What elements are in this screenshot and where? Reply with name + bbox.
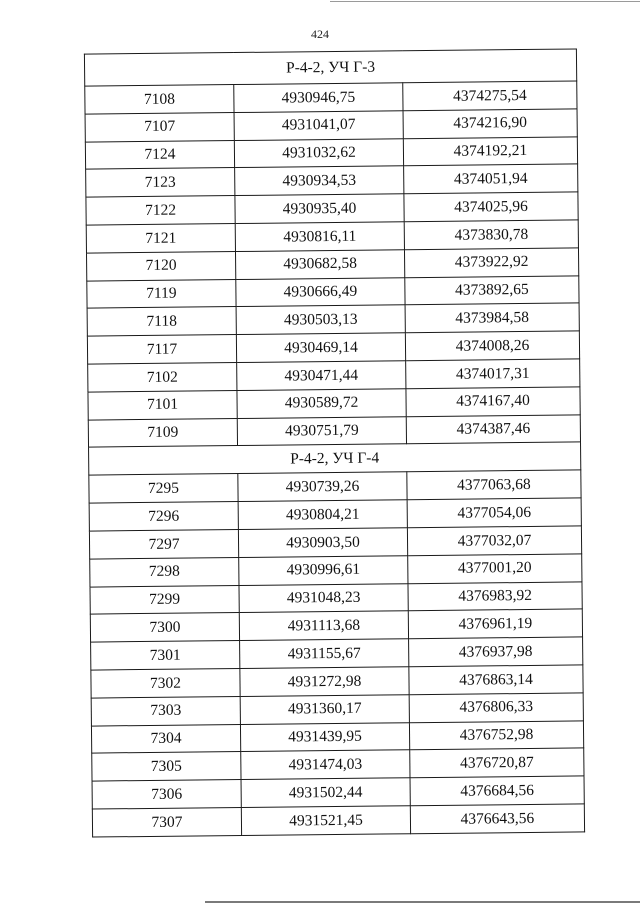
y-coordinate-cell: 4373984,58 [405, 303, 579, 333]
x-coordinate-cell: 4930934,53 [235, 166, 404, 196]
y-coordinate-cell: 4376684,56 [410, 776, 584, 806]
point-number-cell: 7108 [85, 85, 234, 114]
y-coordinate-cell: 4374051,94 [404, 164, 578, 194]
x-coordinate-cell: 4930469,14 [236, 333, 405, 363]
y-coordinate-cell: 4376720,87 [410, 748, 584, 778]
coordinates-table-body [84, 49, 584, 837]
y-coordinate-cell: 4376937,98 [409, 637, 583, 667]
y-coordinate-cell: 4377001,20 [408, 554, 582, 584]
x-coordinate-cell: 4930903,50 [238, 528, 407, 558]
y-coordinate-cell: 4376806,33 [409, 693, 583, 723]
x-coordinate-cell: 4931521,45 [241, 806, 410, 836]
y-coordinate-cell: 4374025,96 [404, 192, 578, 222]
y-coordinate-cell: 4373892,65 [405, 276, 579, 306]
x-coordinate-cell: 4931439,95 [240, 722, 409, 752]
point-number-cell: 7120 [86, 251, 235, 280]
point-number-cell: 7123 [86, 168, 235, 197]
point-number-cell: 7119 [87, 279, 236, 308]
point-number-cell: 7117 [87, 335, 236, 364]
point-number-cell: 7305 [92, 752, 241, 781]
point-number-cell: 7118 [87, 307, 236, 336]
point-number-cell: 7107 [85, 112, 234, 141]
point-number-cell: 7121 [86, 224, 235, 253]
x-coordinate-cell: 4930996,61 [239, 555, 408, 585]
point-number-cell: 7296 [89, 502, 238, 531]
coordinates-table [84, 48, 585, 837]
point-number-cell: 7122 [86, 196, 235, 225]
x-coordinate-cell: 4931474,03 [241, 750, 410, 780]
section-title: Р-4-2, УЧ Г-3 [84, 49, 576, 86]
x-coordinate-cell: 4930739,26 [238, 472, 407, 502]
y-coordinate-cell: 4376961,19 [408, 609, 582, 639]
x-coordinate-cell: 4930682,58 [235, 250, 404, 280]
scan-edge-line [205, 901, 640, 903]
point-number-cell: 7307 [92, 807, 241, 836]
point-number-cell: 7109 [88, 418, 237, 447]
x-coordinate-cell: 4931360,17 [240, 694, 409, 724]
point-number-cell: 7301 [91, 641, 240, 670]
point-number-cell: 7299 [90, 585, 239, 614]
y-coordinate-cell: 4374008,26 [405, 331, 579, 361]
x-coordinate-cell: 4930816,11 [235, 222, 404, 252]
x-coordinate-cell: 4930804,21 [238, 500, 407, 530]
y-coordinate-cell: 4374192,21 [403, 137, 577, 167]
point-number-cell: 7304 [91, 724, 240, 753]
x-coordinate-cell: 4930935,40 [235, 194, 404, 224]
x-coordinate-cell: 4931041,07 [234, 111, 403, 141]
x-coordinate-cell: 4931502,44 [241, 778, 410, 808]
x-coordinate-cell: 4931032,62 [234, 138, 403, 168]
point-number-cell: 7102 [88, 362, 237, 391]
y-coordinate-cell: 4373830,78 [404, 220, 578, 250]
section-title: Р-4-2, УЧ Г-4 [89, 442, 581, 475]
table-row [92, 804, 584, 837]
y-coordinate-cell: 4377054,06 [407, 498, 581, 528]
page-number: 424 [311, 27, 329, 41]
point-number-cell: 7302 [91, 668, 240, 697]
point-number-cell: 7298 [90, 557, 239, 586]
x-coordinate-cell: 4930751,79 [237, 416, 406, 446]
y-coordinate-cell: 4377032,07 [407, 526, 581, 556]
point-number-cell: 7295 [89, 474, 238, 503]
y-coordinate-cell: 4376752,98 [409, 720, 583, 750]
x-coordinate-cell: 4931113,68 [239, 611, 408, 641]
scan-edge-line [330, 1, 640, 2]
y-coordinate-cell: 4376983,92 [408, 581, 582, 611]
x-coordinate-cell: 4930666,49 [236, 277, 405, 307]
point-number-cell: 7297 [89, 529, 238, 558]
point-number-cell: 7306 [92, 780, 241, 809]
x-coordinate-cell: 4930589,72 [237, 389, 406, 419]
point-number-cell: 7101 [88, 390, 237, 419]
x-coordinate-cell: 4930503,13 [236, 305, 405, 335]
section-header-row [84, 49, 576, 86]
x-coordinate-cell: 4930471,44 [237, 361, 406, 391]
y-coordinate-cell: 4374387,46 [406, 414, 580, 444]
y-coordinate-cell: 4374017,31 [406, 359, 580, 389]
y-coordinate-cell: 4376863,14 [409, 665, 583, 695]
y-coordinate-cell: 4374167,40 [406, 387, 580, 417]
x-coordinate-cell: 4931272,98 [240, 667, 409, 697]
x-coordinate-cell: 4931048,23 [239, 583, 408, 613]
point-number-cell: 7124 [85, 140, 234, 169]
point-number-cell: 7300 [90, 613, 239, 642]
y-coordinate-cell: 4377063,68 [407, 470, 581, 500]
point-number-cell: 7303 [91, 696, 240, 725]
y-coordinate-cell: 4374216,90 [403, 109, 577, 139]
y-coordinate-cell: 4376643,56 [410, 804, 584, 834]
y-coordinate-cell: 4374275,54 [403, 81, 577, 111]
x-coordinate-cell: 4930946,75 [234, 83, 403, 113]
y-coordinate-cell: 4373922,92 [404, 248, 578, 278]
x-coordinate-cell: 4931155,67 [240, 639, 409, 669]
